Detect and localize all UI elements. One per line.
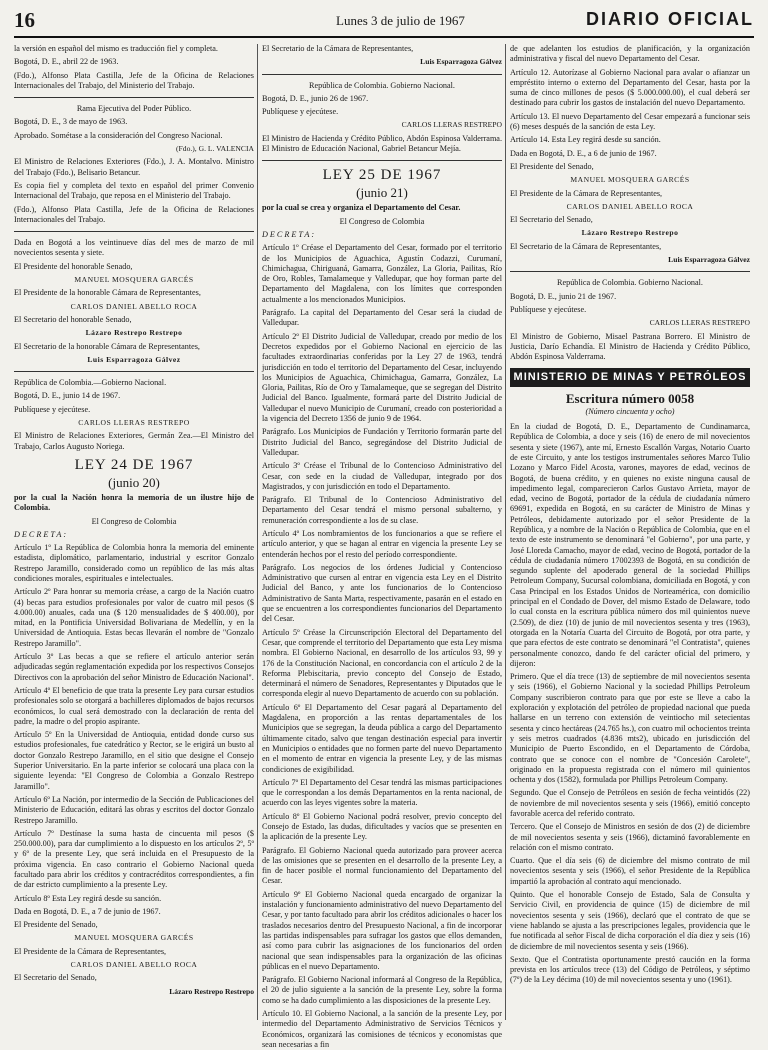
- section-divider: [14, 231, 254, 232]
- paragraph: El Presidente del Senado,: [14, 920, 98, 930]
- paragraph: la versión en español del mismo es traducción fiel y completa.: [14, 44, 218, 53]
- article: Artículo 1º La República de Colombia honra la memoria del eminente estadista, diplomático, parlamentario, industrial y escritor Gonzalo Restrepo Jaramillo, considerado como un repúblico de las más altas condiciones morales, espirituales e intelectuales.: [14, 543, 254, 583]
- article: Artículo 2º El Distrito Judicial de Valledupar, creado por medio de los Decretos expedidos por el Gobierno Nacional en ejercicio de las facultades extraordinarias conferidas por la Ley 27 de 1963, tendrá jurisdicción en todo el territorio del Departamento del Cesar, incluyendo los Municipios de Aguachica, Chimichagua, Gamarra, González, La Gloria, Pailitas, Río de Oro y Tamalameque, que se segregan del Distrito Judicial del Banco. Igualmente, formará parte del Distrito Judicial de Valledupar el nuevo Municipio de Curumaní, creado con posterioridad a la vigencia del Decreto 1356 de junio 9 de 1964.: [262, 331, 502, 424]
- signature: MANUEL MOSQUERA GARCÉS: [74, 275, 194, 285]
- paragraph: Bogotá, D. E., junio 26 de 1967.: [262, 93, 369, 103]
- article: Artículo 8º Esta Ley regirá desde su sanción.: [14, 893, 162, 903]
- paragraph: Publíquese y ejecútese.: [14, 404, 91, 414]
- paragraph: Primero. Que el día trece (13) de septiembre de mil novecientos sesenta y seis (1966), el Gobierno Nacional y la sociedad Phillips Petroleum Company suscribieron contrato para que por este se lleve a cabo la exploración y explotación del petróleo de propiedad nacional que pueda hallarse en un terreno con extensión de veintiocho mil setecientas sesenta y cinco hectáreas (24.765 hs.), con cuatro mil ochocientos treinta y seis metros cuadrados (4.836 mts2), ubicado en jurisdicción del Municipio de Puerto Escondido, en el Departamento de Córdoba, contrato que se conoce con el nombre de "Concesión Carolete", originado en la propuesta registrada con el número mil quinientos ochenta y dos (1582), formulada por Phillips Petroleum Company.: [510, 672, 750, 785]
- page-number: 16: [14, 8, 35, 32]
- issue-date: Lunes 3 de julio de 1967: [336, 13, 465, 28]
- paragraph: El Secretario del honorable Senado,: [14, 314, 132, 324]
- paragraph: El Presidente de la Cámara de Representantes,: [510, 188, 663, 198]
- paragraph: República de Colombia.—Gobierno Nacional.: [14, 378, 167, 388]
- section-divider: [14, 97, 254, 98]
- paragraph: Bogotá, D. E., junio 21 de 1967.: [510, 291, 617, 301]
- article: Parágrafo. El Gobierno Nacional queda autorizado para proveer acerca de las omisiones que se presenten en el desarrollo de la presente Ley, a fin de hacer posible el normal funcionamiento del Departamento del Cesar.: [262, 845, 502, 886]
- paragraph: Quinto. Que el honorable Consejo de Estado, Sala de Consulta y Servicio Civil, en providencia de quince (15) de diciembre de mil novecientos sesenta y seis (1966), declaró que el contrato de que se viene hablando se ajusta a las prescripciones legales, providencia que le fue notificada al señor Fiscal de dicha corporación el día diez y seis (16) de diciembre de mil novecientos sesenta y seis (1966).: [510, 890, 750, 951]
- article: Parágrafo. Los Municipios de Fundación y Territorio formarán parte del Distrito Judicial del Banco, segregándose del Distrito Judicial de Valledupar.: [262, 427, 502, 457]
- article: Artículo 4º Los nombramientos de los funcionarios a que se refiere el artículo anterior, y que se hagan al entrar en vigencia la presente Ley se entenderán hechos por el resto del período correspondiente.: [262, 528, 502, 559]
- column-divider: [257, 44, 258, 1020]
- article: Artículo 6º La Nación, por intermedio de la Sección de Publicaciones del Ministerio de Educación, editará las obras y escritos del doctor Gonzalo Restrepo Jaramillo.: [14, 794, 254, 825]
- article: Artículo 3º Créase el Tribunal de lo Contencioso Administrativo del Cesar, con sede en la ciudad de Valledupar, integrado por dos Magistrados, y con jurisdicción en todo el Departamento.: [262, 461, 502, 491]
- signature: Luis Esparragoza Gálvez: [668, 255, 750, 265]
- column-divider: [505, 44, 506, 1020]
- paragraph: Dada en Bogotá, D. E., a 6 de junio de 1967.: [510, 148, 657, 158]
- article: Artículo 4º El beneficio de que trata la presente Ley para cursar estudios profesionales solo se otorgará a bachilleres diplomados de bajos recursos económicos, lo cual será demostrado con la declaración de renta del padre, la madre o del propio aspirante.: [14, 685, 254, 726]
- paragraph: El Ministro de Relaciones Exteriores (Fdo.), J. A. Montalvo. Ministro del Trabajo (Fdo.), Belisario Betancur.: [14, 157, 254, 177]
- signature: MANUEL MOSQUERA GARCÉS: [570, 175, 690, 185]
- signature: CARLOS LLERAS RESTREPO: [401, 120, 502, 130]
- paragraph: (Fdo.), Alfonso Plata Castilla, Jefe de la Oficina de Relaciones Internacionales del Trabajo.: [14, 204, 254, 224]
- section-divider: [262, 74, 502, 75]
- paragraph: El Ministro de Relaciones Exteriores, Germán Zea.—El Ministro del Trabajo, Carlos Augusto Noriega.: [14, 431, 254, 451]
- paragraph: El Presidente del honorable Senado,: [14, 261, 133, 271]
- law-title: LEY 25 DE 1967: [322, 167, 442, 184]
- paragraph: Dada en Bogotá, D. E., a 7 de junio de 1967.: [14, 906, 161, 916]
- paragraph: El Presidente de la Cámara de Representantes,: [14, 946, 167, 956]
- article: Artículo 13. El nuevo Departamento del Cesar empezará a funcionar seis (6) meses después de la sanción de esta Ley.: [510, 111, 750, 132]
- paragraph: Segundo. Que el Consejo de Petróleos en sesión de fecha veintidós (22) de noviembre de mil novecientos sesenta y seis (1966), emitió concepto favorable acerca del referido contrato.: [510, 788, 750, 818]
- paragraph: Cuarto. Que el día seis (6) de diciembre del mismo contrato de mil novecientos sesenta y seis (1966), el señor Presidente de la República impartió la aprobación al contrato aquí mencionado.: [510, 856, 750, 886]
- signature: CARLOS LLERAS RESTREPO: [78, 418, 190, 428]
- article: Artículo 2º Para honrar su memoria créase, a cargo de la Nación cuatro (4) becas para estudios profesionales por valor de cuatro mil pesos ($ 4.000.00) anuales, cada una ($ 120 mensualidades de $ 400.00), por mitad, en la Pontificia Universidad Bolivariana de Medellín, y en la Universidad de Antioquia. Estas becas llevarán el nombre de "Gonzalo Restrepo Jaramillo".: [14, 587, 254, 648]
- deed-subtitle: (Número cincuenta y ocho): [585, 406, 675, 416]
- signature: (Fdo.), G. L. VALENCIA: [176, 144, 254, 154]
- paragraph: Publíquese y ejecútese.: [262, 107, 339, 117]
- paragraph: El Secretario de la Cámara de Representantes,: [510, 241, 662, 251]
- article: Artículo 8º El Gobierno Nacional podrá resolver, previo concepto del Consejo de Estado, las dudas, dificultades y vacíos que se presenten en la aplicación de la presente Ley.: [262, 811, 502, 842]
- paragraph: Rama Ejecutiva del Poder Público.: [76, 104, 192, 114]
- signature: CARLOS DANIEL ABELLO ROCA: [70, 301, 198, 311]
- law-title: LEY 24 DE 1967: [74, 456, 194, 473]
- article: Artículo 5º En la Universidad de Antioquia, entidad donde curso sus estudios profesionales, fue catedrático y Rector, se le erigirá un busto al doctor Gonzalo Restrepo Jaramillo, en el sitio que designe el Consejo Superior Universitario. En la parte inferior se colocará una placa con la siguiente leyenda: "El Congreso de Colombia a Gonzalo Restrepo Jaramillo".: [14, 730, 254, 791]
- article: Artículo 7º Destínase la suma hasta de cincuenta mil pesos ($ 250.000.00), para dar cumplimiento a lo dispuesto en los artículos 2º, 5º y 6º de la presente Ley, que será incluida en el Presupuesto de la próxima vigencia. En caso contrario el Gobierno Nacional queda facultado para abrir los créditos y contracréditos correspondientes, a fin de dar estricto cumplimiento a la presente Ley.: [14, 828, 254, 890]
- deed-title: Escritura número 0058: [565, 390, 695, 406]
- article: Artículo 6º El Departamento del Cesar pagará al Departamento del Magdalena, en proporción a las rentas departamentales de los Municipios que se segregan, la deuda pública a cargo del Departamento últimamente citado, salvo que tengan destinación especial para invertir en Municipios o entidades que no formen parte del nuevo Departamento en el momento de entrar en vigencia la presente Ley, y de las mismas condiciones de exigibilidad.: [262, 702, 502, 774]
- article: Artículo 12. Autorízase al Gobierno Nacional para avalar o afianzar un empréstito interno o externo del Departamento del Cesar, hasta por la suma de cinco millones de pesos ($ 5.000.000.00), el cual deberá ser destinado para cubrir los gastos de instalación del nuevo Departamento.: [510, 67, 750, 108]
- paragraph: El Secretario de la Cámara de Representantes,: [262, 44, 414, 53]
- article: Parágrafo. La capital del Departamento del Cesar será la ciudad de Valledupar.: [262, 308, 502, 328]
- article: Artículo 7º El Departamento del Cesar tendrá las mismas participaciones que le correspondan a los demás Departamentos en la renta nacional, de acuerdo con las leyes vigentes sobre la materia.: [262, 777, 502, 808]
- paragraph: El Presidente de la honorable Cámara de Representantes,: [14, 288, 201, 298]
- paragraph: Bogotá, D. E., abril 22 de 1963.: [14, 57, 119, 67]
- section-banner: MINISTERIO DE MINAS Y PETRÓLEOS: [510, 368, 750, 386]
- paragraph: Bogotá, D. E., 3 de mayo de 1963.: [14, 117, 128, 127]
- page-header: [14, 6, 754, 38]
- law-date: (junio 21): [356, 185, 408, 201]
- paragraph: Aprobado. Sométase a la consideración del Congreso Nacional.: [14, 130, 223, 140]
- signature: CARLOS DANIEL ABELLO ROCA: [566, 201, 694, 211]
- article: Parágrafo. El Tribunal de lo Contencioso Administrativo del Departamento del Cesar tendrá el mismo personal subalterno, y remuneración correspondiente a los de su clase.: [262, 495, 502, 525]
- signature: Lázaro Restrepo Restrepo: [169, 986, 254, 996]
- law-date: (junio 20): [108, 474, 160, 490]
- paragraph: República de Colombia. Gobierno Nacional.: [557, 278, 703, 288]
- paragraph: Bogotá, D. E., junio 14 de 1967.: [14, 391, 121, 401]
- paragraph: Sexto. Que el Contratista oportunamente prestó caución en la forma prevista en los artículos trece (13) del Código de Petróleos, y séptimo (7º) de la Ley décima (10) de mil novecientos sesenta y uno (1961).: [510, 954, 750, 985]
- article: Artículo 9º El Gobierno Nacional queda encargado de organizar la instalación y funcionamiento administrativo del nuevo Departamento del Cesar, y por tanto facultado para abrir los créditos adicionales o hacer los traslados necesarios dentro del Presupuesto Nacional, a fin de incorporar las partidas indispensables para sufragar los gastos que ellos demanden, así como para cubrir las asignaciones de los funcionarios del orden nacional que sean indispensables para la organización de las oficinas públicas en el nuevo Departamento.: [262, 889, 502, 971]
- paragraph: República de Colombia. Gobierno Nacional.: [309, 80, 455, 90]
- paragraph: El Congreso de Colombia: [339, 216, 425, 226]
- paragraph: (Fdo.), Alfonso Plata Castilla, Jefe de la Oficina de Relaciones Internacionales del Trabajo, del Ministerio del Trabajo.: [14, 70, 254, 90]
- section-divider: [510, 271, 750, 272]
- article: Artículo 5º Créase la Circunscripción Electoral del Departamento del Cesar, que comprende el territorio del Departamento que esta Ley misma nombra. El Gobierno Nacional, en desarrollo de los artículos 93, 99 y 176 de la Constitución Nacional, en concordancia con el artículo 2 de la Reforma Plebiscitaria, previo concepto del Consejo de Estado, determinará el número de Senadores, Representantes y Diputados que le corresponda elegir al nuevo Departamento de acuerdo con su población.: [262, 627, 502, 699]
- article: Artículo 10. El Gobierno Nacional, a la sanción de la presente Ley, por intermedio del Departamento Administrativo de Servicios Técnicos y Económicos, organizará las comisiones de técnicos y economistas que sean necesarias a fin: [262, 1009, 502, 1049]
- article: Artículo 14. Esta Ley regirá desde su sanción.: [510, 135, 661, 145]
- signature: Lázaro Restrepo Restrepo: [85, 328, 183, 338]
- paragraph: El Presidente del Senado,: [510, 161, 594, 171]
- column-1: [14, 44, 254, 1020]
- text-columns: [14, 44, 754, 1049]
- paragraph: de que adelanten los estudios de planificación, y la organización administrativa y fiscal del nuevo Departamento del Cesar.: [510, 44, 750, 64]
- signature: CARLOS LLERAS RESTREPO: [649, 318, 750, 328]
- paragraph: Dada en Bogotá a los veintinueve días del mes de marzo de mil novecientos sesenta y siete.: [14, 238, 254, 258]
- law-subtitle: por la cual la Nación honra la memoria de un ilustre hijo de Colombia.: [14, 492, 254, 513]
- paragraph: El Ministro de Hacienda y Crédito Público, Abdón Espinosa Valderrama. El Ministro de Educación Nacional, Gabriel Betancur Mejía.: [262, 133, 502, 154]
- signature: Luis Esparragoza Gálvez: [420, 57, 502, 67]
- column-3: [510, 44, 750, 1020]
- section-divider: [14, 371, 254, 372]
- paragraph: El Congreso de Colombia: [91, 516, 177, 526]
- law-subtitle: por la cual se crea y organiza el Departamento del Cesar.: [262, 203, 461, 213]
- article: Artículo 1º Créase el Departamento del Cesar, formado por el territorio de los Municipios de Aguachica, Agustín Codazzi, Curumaní, Chimichagua, Chiriguaná, Gamarra, González, La Gloria, Pailitas, Río de Oro, Robles, Tamalameque y Valledupar, que hoy forman parte del Departamento del Magdalena, con los límites que corresponden actualmente a los mencionados Municipios.: [262, 243, 502, 304]
- section-divider: [262, 160, 502, 161]
- article: Artículo 3º Las becas a que se refiere el artículo anterior serán adjudicadas según reglamentación expedida por los respectivos Consejos Directivos con la aprobación del señor Ministro de Educación Nacional".: [14, 652, 254, 682]
- signature: MANUEL MOSQUERA GARCÉS: [74, 933, 194, 943]
- paragraph: Es copia fiel y completa del texto en español del primer Convenio Internacional del Trabajo, que reposa en el Ministerio del Trabajo.: [14, 180, 254, 201]
- signature: CARLOS DANIEL ABELLO ROCA: [70, 960, 198, 970]
- paragraph: El Ministro de Gobierno, Misael Pastrana Borrero. El Ministro de Justicia, Darío Echandía. El Ministro de Hacienda y Crédito Público, Abdón Espinosa Valderrama.: [510, 331, 750, 362]
- paragraph: En la ciudad de Bogotá, D. E., Departamento de Cundinamarca, República de Colombia, a doce y seis (16) de enero de mil novecientos sesenta y siete (1967), ante mí, Ernesto Escallón Vargas, Notario Cuarto de este Circuito, y ante los testigos instrumentales señores Marco Tulio Lozano y Marco Fidel Acosta, varones, mayores de edad, vecinos de Bogotá, de buena crédito, y en quienes no existe ninguna causal de impedimento legal, comparecieron Carlos Gustavo Arrieta, mayor de edad, vecino de Bogotá, portador de la cédula de ciudadanía número 69691, expedida en Bogotá, en su carácter de Ministro de Minas y Petróleos, debidamente autorizado por el señor Presidente de la República, y a nombre de la Nación o República de Colombia, que en el texto de este instrumento se denominará "el Gobierno", por una parte, y José Lloreda Camacho, mayor de edad, vecino de Bogotá, portador de la cédula de ciudadanía número 17002393 de Bogotá, en su condición de segundo suplente del apoderado general de la sociedad Phillips Petroleum Company, Sucursal colombiana, domiciliada en Bogotá, y con Casa Principal en los Estados Unidos de Norteamérica, con domicilio principal en el Condado de Dover, del mismo Estado de Delaware, todo lo cual consta en la escritura pública número dos mil quinientos nueve (2.509), de diez (10) de junio de mil novecientos sesenta y tres (1963), otorgada en la Notaría Cuarta del Circuito de Bogotá, por otra parte, y que para efectos de este contrato se denominará "el Contratista", quienes personalmente conozco, dando fe del carácter oficial del primero, y dijeron:: [510, 422, 750, 668]
- decreta-heading: DECRETA:: [262, 229, 317, 239]
- article: Parágrafo. Los negocios de los órdenes Judicial y Contencioso Administrativo que cursen al entrar en vigencia esta Ley en el Distrito Judicial del Banco, y ante los funcionarios de lo Contencioso Administrativo de Santa Marta, respectivamente, pasarán en el estado en que se encuentren a los correspondientes funcionarios del Departamento del Cesar.: [262, 562, 502, 624]
- paragraph: El Secretario del Senado,: [14, 973, 97, 983]
- paragraph: El Secretario del Senado,: [510, 215, 593, 225]
- signature: Lázaro Restrepo Restrepo: [581, 228, 679, 238]
- article: Parágrafo. El Gobierno Nacional informará al Congreso de la República, el 20 de julio siguiente a la sanción de la presente Ley, sobre la forma como se ha dado cumplimiento a las disposiciones de la presente Ley.: [262, 975, 502, 1005]
- publication-title: DIARIO OFICIAL: [586, 9, 754, 29]
- paragraph: Publíquese y ejecútese.: [510, 304, 587, 314]
- paragraph: El Secretario de la honorable Cámara de Representantes,: [14, 341, 200, 351]
- signature: Luis Esparragoza Gálvez: [87, 354, 181, 364]
- column-2: [262, 44, 502, 1049]
- paragraph: Tercero. Que el Consejo de Ministros en sesión de dos (2) de diciembre de mil novecientos sesenta y seis (1966), dictaminó favorablemente en relación con el mismo contrato.: [510, 822, 750, 852]
- decreta-heading: DECRETA:: [14, 529, 69, 539]
